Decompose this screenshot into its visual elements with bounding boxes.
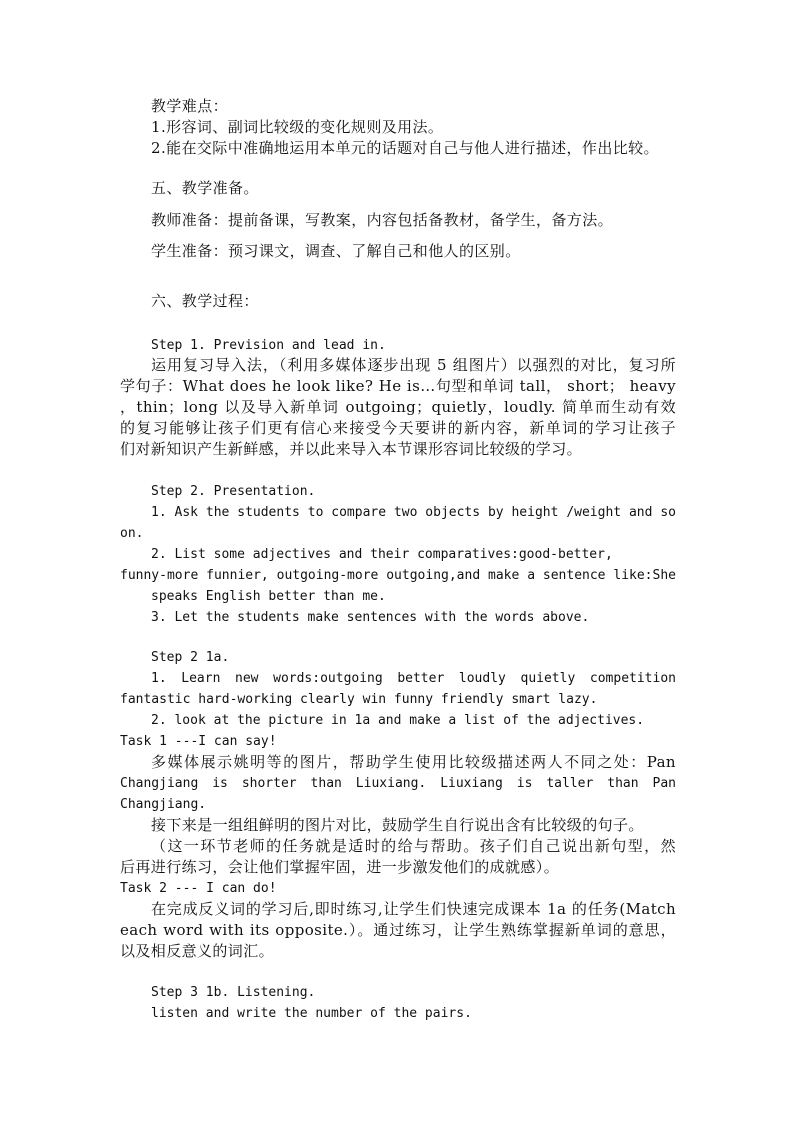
step-2-1a-item-1-cont: fantastic hard-working clearly win funny friendly smart lazy. bbox=[120, 692, 598, 707]
student-preparation: 学生准备：预习课文，调查、了解自己和他人的区别。 bbox=[151, 242, 521, 260]
presentation-item-1: 1. Ask the students to compare two objects by height /weight and so bbox=[151, 505, 676, 520]
task-2-paragraph-line: 以及相反意义的词汇。 bbox=[120, 942, 275, 960]
task-1-title: Task 1 ---I can say! bbox=[120, 734, 277, 749]
heading-teaching-difficulties: 教学难点： bbox=[151, 97, 229, 115]
step-1-paragraph-line: 们对新知识产生新鲜感，并以此来导入本节课形容词比较级的学习。 bbox=[120, 440, 583, 458]
step-1-paragraph-line: 运用复习导入法，（利用多媒体逐步出现 5 组图片）以强烈的对比，复习所 bbox=[151, 356, 676, 374]
task-1-paragraph-line: 多媒体展示姚明等的图片，帮助学生使用比较级描述两人不同之处：Pan bbox=[151, 753, 676, 771]
task-2-title: Task 2 --- I can do! bbox=[120, 881, 277, 896]
presentation-item-1-cont: on. bbox=[120, 526, 144, 541]
step-3-instruction: listen and write the number of the pairs. bbox=[151, 1006, 472, 1021]
presentation-item-2: 2. List some adjectives and their comparatives:good-better, bbox=[151, 547, 613, 562]
presentation-item-3: 3. Let the students make sentences with the words above. bbox=[151, 610, 590, 625]
step-2-title: Step 2. Presentation. bbox=[151, 484, 316, 499]
step-2-1a-item-2: 2. look at the picture in 1a and make a list of the adjectives. bbox=[151, 713, 645, 728]
step-1-paragraph-line: ，thin；long 以及导入新单词 outgoing；quietly，loudly. 简单而生动有效 bbox=[120, 398, 676, 416]
presentation-item-2-cont: speaks English better than me. bbox=[151, 589, 386, 604]
task-1-paragraph-line: （这一环节老师的任务就是适时的给与帮助。孩子们自己说出新句型，然 bbox=[151, 837, 676, 855]
task-1-paragraph-line: 后再进行练习，会让他们掌握牢固，进一步激发他们的成就感）。 bbox=[120, 858, 560, 876]
task-1-paragraph-line: Changjiang. bbox=[120, 797, 207, 812]
teacher-preparation: 教师准备：提前备课，写教案，内容包括备教材，备学生，备方法。 bbox=[151, 211, 614, 229]
task-1-paragraph-line: Changjiang is shorter than Liuxiang. Liuxiang is taller than Pan bbox=[120, 776, 676, 791]
task-2-paragraph-line: 在完成反义词的学习后,即时练习,让学生们快速完成课本 1a 的任务(Match bbox=[151, 900, 676, 918]
step-1-paragraph-line: 学句子：What does he look like? He is…句型和单词 tall， short； heavy bbox=[120, 377, 676, 395]
task-2-paragraph-line: each word with its opposite.）。通过练习，让学生熟练掌握新单词的意思， bbox=[120, 921, 676, 939]
step-2-1a-title: Step 2 1a. bbox=[151, 650, 230, 665]
heading-section-5: 五、教学准备。 bbox=[151, 179, 259, 197]
step-1-title: Step 1. Prevision and lead in. bbox=[151, 338, 386, 353]
presentation-item-2-cont: funny-more funnier, outgoing-more outgoing,and make a sentence like:She bbox=[120, 568, 676, 583]
heading-section-6: 六、教学过程： bbox=[151, 292, 259, 310]
step-2-1a-item-1: 1. Learn new words:outgoing better loudly quietly competition bbox=[151, 671, 676, 686]
step-3-title: Step 3 1b. Listening. bbox=[151, 985, 316, 1000]
difficulty-item-1: 1.形容词、副词比较级的变化规则及用法。 bbox=[151, 118, 444, 136]
difficulty-item-2: 2.能在交际中准确地运用本单元的话题对自己与他人进行描述，作出比较。 bbox=[151, 139, 659, 157]
task-1-paragraph-line: 接下来是一组组鲜明的图片对比，鼓励学生自行说出含有比较级的句子。 bbox=[151, 816, 644, 834]
step-1-paragraph-line: 的复习能够让孩子们更有信心来接受今天要讲的新内容，新单词的学习让孩子 bbox=[120, 419, 676, 437]
